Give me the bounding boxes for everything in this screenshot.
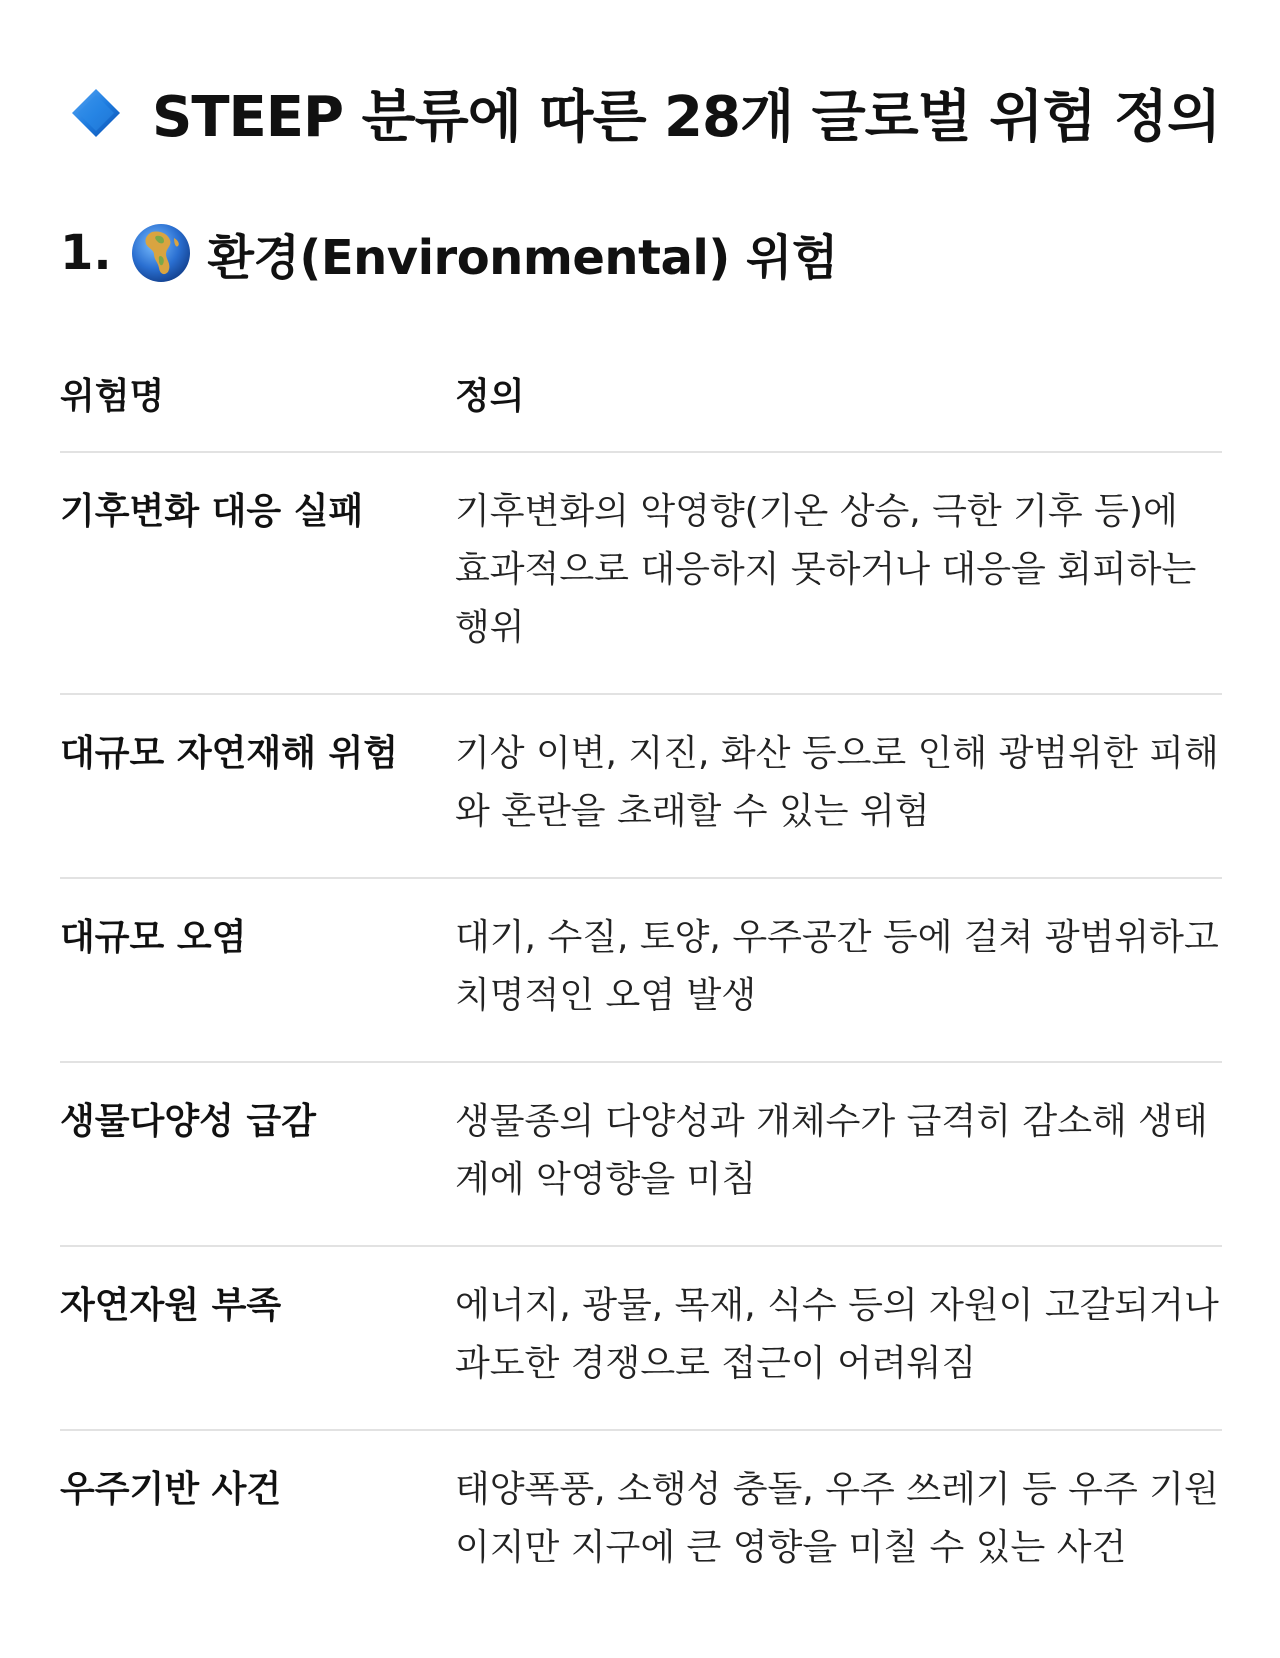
- table-row: [60, 1430, 1222, 1613]
- risk-definition-cell: 태양폭풍, 소행성 충돌, 우주 쓰레기 등 우주 기원이지만 지구에 큰 영향을 미칠 수 있는 사건: [455, 1469, 1219, 1568]
- risk-definition-cell: 생물종의 다양성과 개체수가 급격히 감소해 생태계에 악영향을 미침: [455, 1062, 1222, 1246]
- page-title-text: STEEP 분류에 따른 28개 글로벌 위험 정의: [152, 85, 1221, 150]
- risk-name-cell: 생물다양성 급감: [60, 1062, 455, 1246]
- column-header-definition: 정의: [455, 340, 1222, 452]
- table-row: [60, 1062, 1222, 1246]
- risk-definition-cell: 기후변화의 악영향(기온 상승, 극한 기후 등)에 효과적으로 대응하지 못하거나 대응을 회피하는 행위: [455, 452, 1222, 694]
- section-number: 1.: [60, 225, 112, 281]
- risk-definition-cell: 기상 이변, 지진, 화산 등으로 인해 광범위한 피해와 혼란을 초래할 수 있는 위험: [455, 694, 1222, 878]
- section-title: 환경(Environmental) 위험: [207, 229, 838, 286]
- blue-diamond-icon: [70, 87, 122, 139]
- table-row: [60, 452, 1222, 694]
- risk-name-cell: 대규모 오염: [60, 878, 455, 1062]
- risk-definition-cell: 에너지, 광물, 목재, 식수 등의 자원이 고갈되거나 과도한 경쟁으로 접근이 어려워짐: [455, 1246, 1222, 1430]
- risk-name-cell: 우주기반 사건: [60, 1469, 282, 1510]
- page-title: [70, 68, 1220, 158]
- table-row: [60, 694, 1222, 878]
- risk-table: [60, 340, 1222, 1613]
- section-heading: [60, 218, 838, 288]
- table-row: [60, 878, 1222, 1062]
- globe-icon: [130, 222, 192, 284]
- table-row: [60, 1246, 1222, 1430]
- risk-definition-cell: 대기, 수질, 토양, 우주공간 등에 걸쳐 광범위하고 치명적인 오염 발생: [455, 878, 1222, 1062]
- risk-name-cell: 자연자원 부족: [60, 1246, 455, 1430]
- column-header-risk-name: 위험명: [60, 340, 455, 452]
- risk-name-cell: 기후변화 대응 실패: [60, 452, 455, 694]
- risk-name-cell: 대규모 자연재해 위험: [60, 694, 455, 878]
- table-header-row: [60, 340, 1222, 452]
